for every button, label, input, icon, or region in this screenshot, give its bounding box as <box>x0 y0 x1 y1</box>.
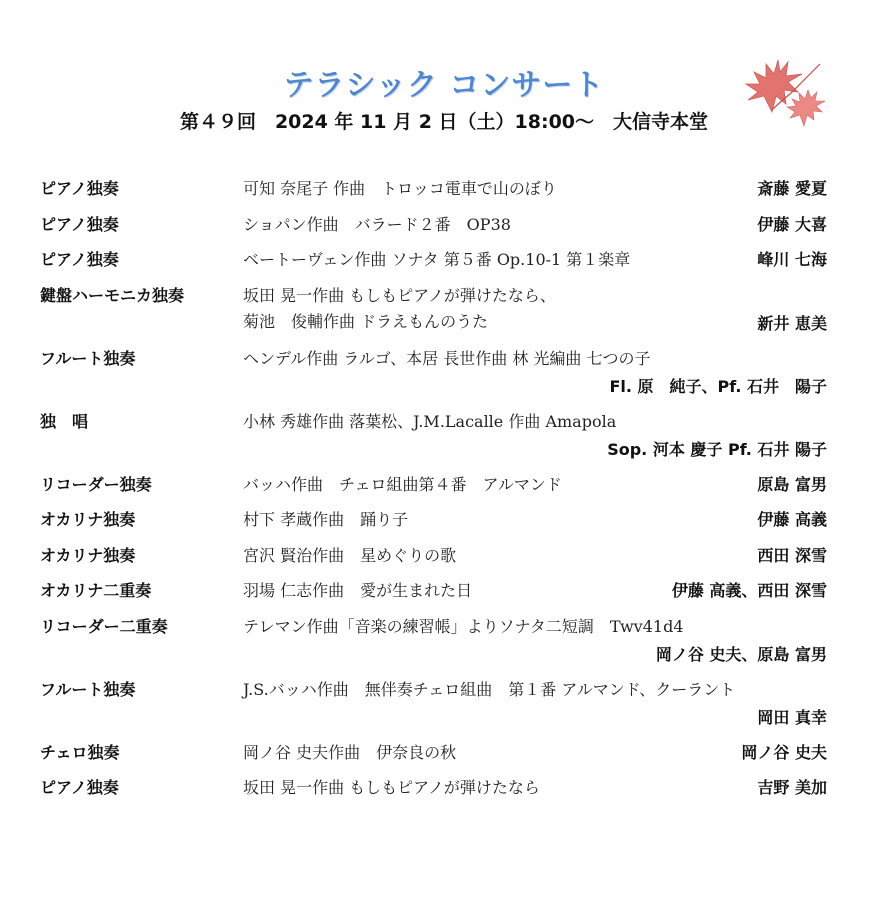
program-category: ピアノ独奏 <box>40 250 119 269</box>
program-piece: 坂田 晃一作曲 もしもピアノが弾けたなら <box>243 778 540 797</box>
program-performer: 岡ノ谷 史夫、原島 富男 <box>655 644 827 664</box>
program-piece: J.S.バッハ作曲 無伴奏チェロ組曲 第１番 アルマンド、クーラント <box>243 679 736 699</box>
program-performer: Fl. 原 純子、Pf. 石井 陽子 <box>609 376 827 396</box>
program-category: オカリナ独奏 <box>40 545 136 565</box>
program-piece: 坂田 晃一作曲 もしもピアノが弾けたなら、 <box>243 285 556 305</box>
program-piece: 村下 孝蔵作曲 踊り子 <box>243 510 409 529</box>
program-item <box>0 503 888 539</box>
program-performer: 峰川 七海 <box>757 250 827 269</box>
program-piece: ショパン作曲 バラード２番 OP38 <box>243 214 511 234</box>
program-item <box>0 771 888 807</box>
program-piece: ヘンデル作曲 ラルゴ、本居 長世作曲 林 光編曲 七つの子 <box>243 348 651 368</box>
program-performer: 吉野 美加 <box>757 778 827 797</box>
program-performer: 西田 深雪 <box>757 545 827 565</box>
program-piece: テレマン作曲「音楽の練習帳」よりソナタ二短調 Twv41d4 <box>243 616 684 636</box>
program-category: リコーダー二重奏 <box>40 616 168 636</box>
program-piece: 羽場 仁志作曲 愛が生まれた日 <box>243 581 473 600</box>
program-category: チェロ独奏 <box>40 742 120 762</box>
program-piece: バッハ作曲 チェロ組曲第４番 アルマンド <box>243 474 562 494</box>
program-item <box>0 468 888 504</box>
program-performer: 伊藤 高義 <box>757 510 827 529</box>
program-category: 独 唱 <box>40 411 89 431</box>
program-item <box>0 736 888 772</box>
program-item <box>0 279 888 342</box>
program-category: リコーダー独奏 <box>40 474 152 494</box>
program-category: オカリナ独奏 <box>40 510 136 529</box>
program-category: フルート独奏 <box>40 679 136 699</box>
program-item <box>0 539 888 575</box>
program-list <box>0 172 888 807</box>
program-category: ピアノ独奏 <box>40 214 119 234</box>
program-category: ピアノ独奏 <box>40 778 119 797</box>
program-performer: 伊藤 大喜 <box>757 214 827 234</box>
program-piece: 岡ノ谷 史夫作曲 伊奈良の秋 <box>243 742 457 762</box>
program-category: フルート独奏 <box>40 348 136 368</box>
program-performer: 斎藤 愛夏 <box>757 179 827 198</box>
concert-date-venue: 第４９回 2024 年 11 月 2 日（土）18:00～ 大信寺本堂 <box>179 111 709 133</box>
program-piece: 小林 秀雄作曲 落葉松、J.M.Lacalle 作曲 Amapola <box>243 411 617 431</box>
program-item <box>0 405 888 468</box>
program-item <box>0 673 888 736</box>
program-performer: Sop. 河本 慶子 Pf. 石井 陽子 <box>607 439 827 459</box>
program-performer: 岡ノ谷 史夫 <box>741 742 827 762</box>
program-piece: 菊池 俊輔作曲 ドラえもんのうた <box>243 311 489 331</box>
program-item <box>0 342 888 405</box>
program-performer: 原島 富男 <box>757 474 827 494</box>
program-performer: 新井 恵美 <box>757 313 827 333</box>
program-item <box>0 610 888 673</box>
program-category: 鍵盤ハーモニカ独奏 <box>40 285 185 305</box>
program-performer: 岡田 真幸 <box>757 707 827 727</box>
program-piece: ベートーヴェン作曲 ソナタ 第５番 Op.10-1 第１楽章 <box>243 250 631 269</box>
program-item <box>0 574 888 610</box>
program-item <box>0 243 888 279</box>
program-performer: 伊藤 高義、西田 深雪 <box>671 581 827 600</box>
concert-title: テラシック コンサート <box>283 68 605 103</box>
program-category: ピアノ独奏 <box>40 179 119 198</box>
program-item <box>0 172 888 208</box>
program-category: オカリナ二重奏 <box>40 581 152 600</box>
program-piece: 可知 奈尾子 作曲 トロッコ電車で山のぼり <box>243 179 557 198</box>
program-piece: 宮沢 賢治作曲 星めぐりの歌 <box>243 545 457 565</box>
program-item <box>0 208 888 244</box>
